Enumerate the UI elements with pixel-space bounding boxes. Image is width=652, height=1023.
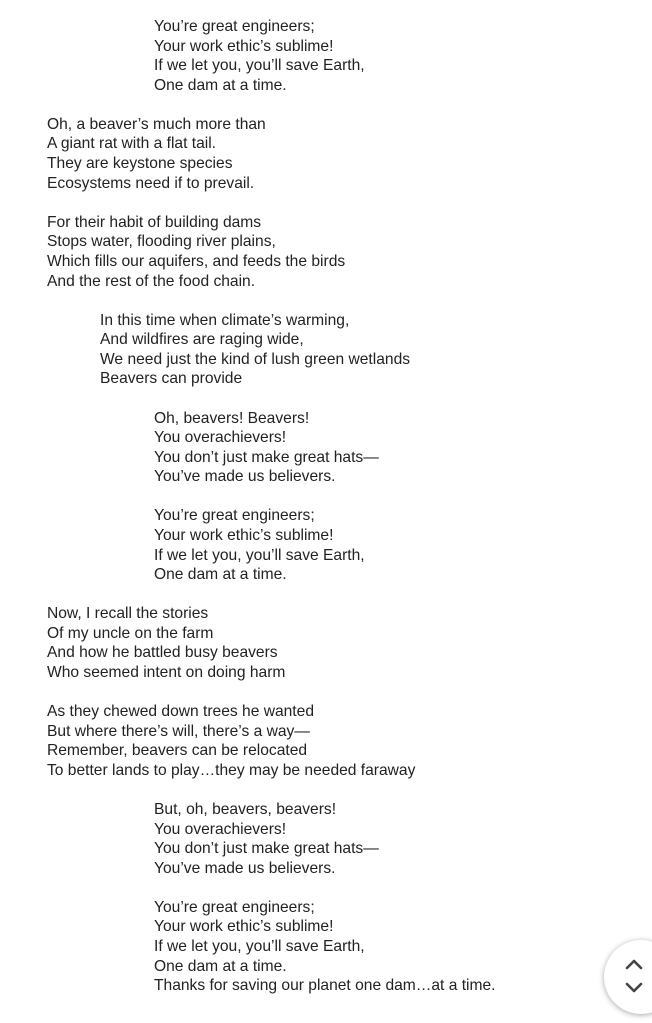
- scroll-down-button[interactable]: [620, 977, 648, 999]
- poem-line: A giant rat with a flat tail.: [47, 135, 217, 153]
- poem-line: Your work ethic’s sublime!: [154, 918, 334, 936]
- poem-line: Which fills our aquifers, and feeds the birds: [47, 252, 346, 270]
- poem-line: Now, I recall the stories: [47, 605, 209, 623]
- stanza-verse: [0, 213, 652, 291]
- poem: [0, 17, 652, 1015]
- poem-line: You overachievers!: [154, 429, 287, 447]
- poem-line: As they chewed down trees he wanted: [47, 703, 314, 721]
- poem-line: But where there’s will, there’s a way—: [47, 722, 310, 740]
- poem-line: To better lands to play…they may be needed faraway: [47, 761, 416, 779]
- poem-line: If we let you, you’ll save Earth,: [154, 546, 365, 564]
- poem-line: Remember, beavers can be relocated: [47, 742, 308, 760]
- poem-line: But, oh, beavers, beavers!: [154, 801, 337, 818]
- chevron-down-icon: [625, 982, 643, 994]
- poem-line: Oh, a beaver’s much more than: [47, 115, 266, 133]
- poem-line: You’re great engineers;: [154, 18, 315, 35]
- poem-line: If we let you, you’ll save Earth,: [154, 57, 365, 75]
- poem-line: Your work ethic’s sublime!: [154, 37, 334, 55]
- chevron-up-icon: [625, 958, 643, 970]
- stanza-chorus-part1: [0, 800, 652, 878]
- stanza-chorus-part2: [0, 17, 652, 95]
- stanza-verse: [0, 702, 652, 780]
- poem-line: One dam at a time.: [154, 76, 287, 94]
- poem-line: For their habit of building dams: [47, 213, 262, 231]
- poem-line: We need just the kind of lush green wetlands: [100, 350, 411, 368]
- stanza-verse: [0, 115, 652, 193]
- poem-line: Stops water, flooding river plains,: [47, 233, 276, 251]
- stanza-verse: [0, 604, 652, 682]
- poem-line: One dam at a time.: [154, 957, 287, 975]
- poem-line: Your work ethic’s sublime!: [154, 526, 334, 544]
- stanza-bridge: [0, 311, 652, 389]
- stanza-final: [0, 898, 652, 996]
- poem-line: They are keystone species: [47, 155, 233, 173]
- poem-line: If we let you, you’ll save Earth,: [154, 938, 365, 956]
- poem-line: You’ve made us believers.: [154, 468, 336, 486]
- poem-line: Who seemed intent on doing harm: [47, 664, 286, 682]
- poem-line: In this time when climate’s warming,: [100, 311, 350, 329]
- poem-line: You don’t just make great hats—: [154, 840, 379, 858]
- poem-line: One dam at a time.: [154, 566, 287, 584]
- poem-line: You don’t just make great hats—: [154, 448, 379, 466]
- poem-line: Oh, beavers! Beavers!: [154, 409, 310, 427]
- poem-line: Beavers can provide: [100, 370, 243, 388]
- poem-line: Thanks for saving our planet one dam…at a time.: [154, 977, 496, 995]
- poem-line: Ecosystems need if to prevail.: [47, 174, 255, 192]
- scroll-up-button[interactable]: [620, 953, 648, 975]
- poem-line: And wildfires are raging wide,: [100, 331, 304, 349]
- stanza-chorus-part2: [0, 506, 652, 584]
- poem-line: You overachievers!: [154, 820, 287, 838]
- poem-line: You’ve made us believers.: [154, 859, 336, 877]
- poem-line: Of my uncle on the farm: [47, 624, 214, 642]
- stanza-chorus-part1: [0, 409, 652, 487]
- poem-line: And the rest of the food chain.: [47, 272, 256, 290]
- poem-line: And how he battled busy beavers: [47, 644, 278, 662]
- poem-line: You’re great engineers;: [154, 898, 315, 916]
- poem-line: You’re great engineers;: [154, 507, 315, 525]
